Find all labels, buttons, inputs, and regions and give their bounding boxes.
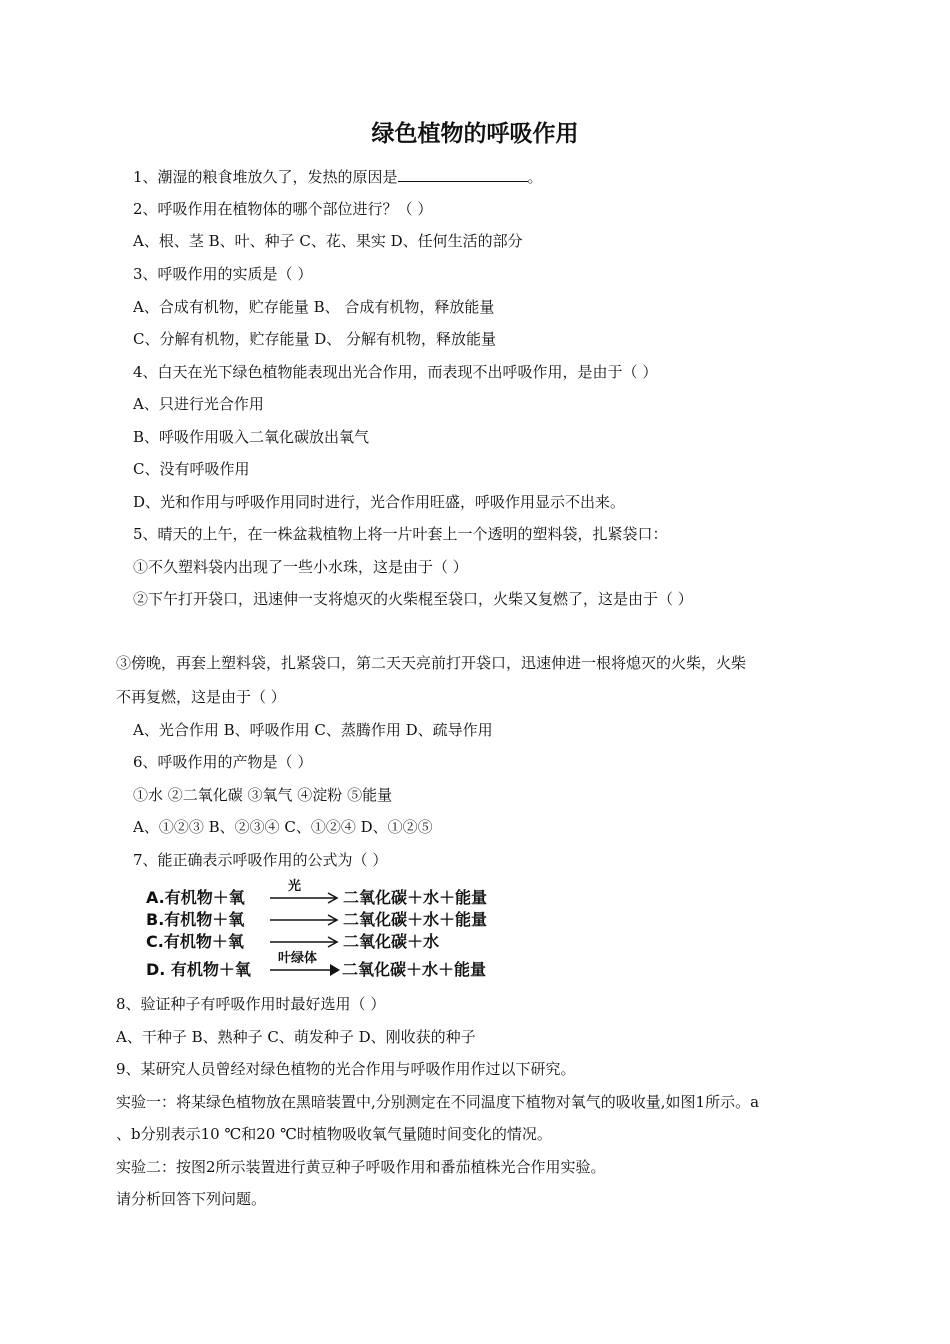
question-5-part-3-cont: 不再复燃，这是由于（ ） — [116, 688, 286, 706]
formula-a-right: 二氧化碳＋水＋能量 — [343, 888, 488, 907]
formula-d-left: D. 有机物＋氧 — [146, 960, 251, 979]
question-6: 6、呼吸作用的产物是（ ） — [133, 753, 313, 771]
question-2-options: A、根、茎 B、叶、种子 C、花、果实 D、任何生活的部分 — [133, 232, 523, 250]
question-4-option-d: D、光和作用与呼吸作用同时进行，光合作用旺盛，呼吸作用显示不出来。 — [133, 493, 626, 511]
question-1-end: 。 — [527, 168, 543, 186]
question-8-options: A、干种子 B、熟种子 C、萌发种子 D、刚收获的种子 — [116, 1028, 476, 1046]
question-4-option-a: A、只进行光合作用 — [133, 395, 264, 413]
question-4-option-c: C、没有呼吸作用 — [133, 460, 250, 478]
question-6-options: A、①②③ B、②③④ C、①②④ D、①②⑤ — [133, 818, 433, 836]
question-7: 7、能正确表示呼吸作用的公式为（ ） — [133, 851, 388, 869]
question-4-option-b: B、呼吸作用吸入二氧化碳放出氧气 — [133, 428, 370, 446]
formula-c-right: 二氧化碳＋水 — [343, 932, 440, 951]
question-5: 5、晴天的上午，在一株盆栽植物上将一片叶套上一个透明的塑料袋，扎紧袋口： — [133, 525, 668, 543]
question-6-items: ①水 ②二氧化碳 ③氧气 ④淀粉 ⑤能量 — [133, 786, 393, 804]
formula-c-left: C.有机物＋氧 — [146, 932, 244, 951]
question-3: 3、呼吸作用的实质是（ ） — [133, 265, 313, 283]
question-1 — [133, 166, 543, 188]
question-3-options-ab: A、合成有机物，贮存能量 B、 合成有机物，释放能量 — [133, 298, 495, 316]
formula-d-right: 二氧化碳＋水＋能量 — [342, 960, 487, 979]
formula-b-left: B.有机物＋氧 — [146, 910, 245, 929]
answer-blank[interactable] — [398, 167, 528, 182]
question-5-options: A、光合作用 B、呼吸作用 C、蒸腾作用 D、疏导作用 — [133, 721, 493, 739]
analysis-prompt: 请分析回答下列问题。 — [116, 1190, 267, 1208]
experiment-1-cont: 、b分别表示10 ℃和20 ℃时植物吸收氧气量随时间变化的情况。 — [116, 1125, 552, 1143]
question-5-part-3: ③傍晚，再套上塑料袋，扎紧袋口，第二天天亮前打开袋口，迅速伸进一根将熄灭的火柴，火柴 — [116, 654, 747, 672]
question-5-part-2: ②下午打开袋口，迅速伸一支将熄灭的火柴棍至袋口，火柴又复燃了，这是由于（ ） — [133, 590, 693, 608]
page-title: 绿色植物的呼吸作用 — [371, 121, 579, 147]
formula-a-left: A.有机物＋氧 — [146, 888, 245, 907]
experiment-1: 实验一：将某绿色植物放在黑暗装置中,分别测定在不同温度下植物对氧气的吸收量,如图1所示。a — [116, 1093, 760, 1111]
question-1-text: 1、潮湿的粮食堆放久了，发热的原因是 — [133, 168, 398, 186]
question-9: 9、某研究人员曾经对绿色植物的光合作用与呼吸作用作过以下研究。 — [116, 1060, 576, 1078]
experiment-2: 实验二：按图2所示装置进行黄豆种子呼吸作用和番茄植株光合作用实验。 — [116, 1158, 606, 1176]
formula-b-right: 二氧化碳＋水＋能量 — [343, 910, 488, 929]
question-2: 2、呼吸作用在植物体的哪个部位进行？（ ） — [133, 200, 433, 218]
question-8: 8、验证种子有呼吸作用时最好选用（ ） — [116, 995, 386, 1013]
formula-a-condition: 光 — [288, 879, 302, 894]
question-5-part-1: ①不久塑料袋内出现了一些小水珠，这是由于（ ） — [133, 558, 468, 576]
question-3-options-cd: C、分解有机物，贮存能量 D、 分解有机物，释放能量 — [133, 330, 497, 348]
formula-d-condition: 叶绿体 — [278, 951, 318, 966]
formula-options — [146, 880, 526, 985]
question-4: 4、白天在光下绿色植物能表现出光合作用，而表现不出呼吸作用，是由于（ ） — [133, 363, 658, 381]
